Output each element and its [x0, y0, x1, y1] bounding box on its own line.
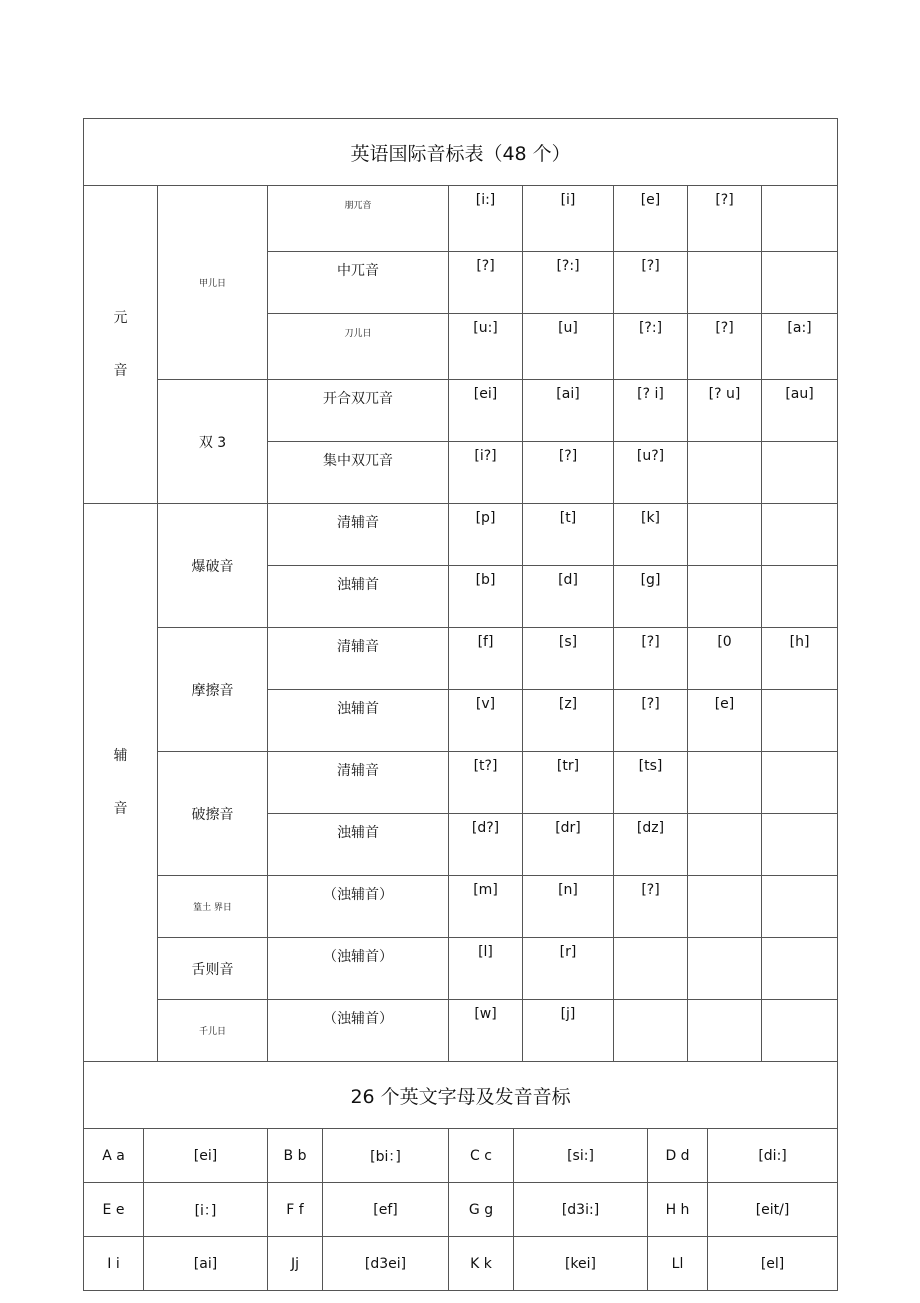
subgroup-label: 清辅音	[268, 628, 449, 690]
letter-ipa-cell: [ef]	[323, 1183, 449, 1237]
ipa-symbol: [ai]	[523, 380, 614, 442]
ipa-symbol: [ts]	[614, 752, 688, 814]
alphabet-table	[83, 1061, 838, 1291]
letter-ipa-cell: [kei]	[514, 1237, 648, 1291]
ipa-symbol: [k]	[614, 504, 688, 566]
letter-ipa-cell: [bi：]	[323, 1129, 449, 1183]
ipa-symbol: [i?]	[449, 442, 523, 504]
ipa-symbol	[614, 1000, 688, 1062]
ipa-row	[84, 752, 838, 814]
ipa-symbol: [l]	[449, 938, 523, 1000]
ipa-symbol: [a:]	[762, 314, 838, 380]
subgroup-label: （浊辅首）	[268, 876, 449, 938]
letter-cell: E e	[84, 1183, 144, 1237]
ipa-symbol: [n]	[523, 876, 614, 938]
ipa-symbol	[762, 876, 838, 938]
subgroup-label: 开合双兀音	[268, 380, 449, 442]
ipa-symbol: [?]	[614, 628, 688, 690]
letter-ipa-cell: [ei]	[144, 1129, 268, 1183]
letter-cell: I i	[84, 1237, 144, 1291]
letter-cell: H h	[648, 1183, 708, 1237]
subgroup-label: 浊辅首	[268, 566, 449, 628]
ipa-symbol: [r]	[523, 938, 614, 1000]
category-char: 元	[113, 310, 128, 327]
ipa-symbol: [z]	[523, 690, 614, 752]
ipa-symbol: [?]	[614, 690, 688, 752]
ipa-row	[84, 504, 838, 566]
subgroup-label: 清辅音	[268, 504, 449, 566]
letter-cell: K k	[449, 1237, 514, 1291]
letter-cell: F f	[268, 1183, 323, 1237]
letter-cell: Jj	[268, 1237, 323, 1291]
letter-cell: C c	[449, 1129, 514, 1183]
ipa-symbol: [m]	[449, 876, 523, 938]
group-label: 破擦音	[158, 752, 268, 876]
ipa-symbol: [?]	[688, 186, 762, 252]
ipa-symbol: [h]	[762, 628, 838, 690]
ipa-row	[84, 1000, 838, 1062]
ipa-symbol: [u]	[523, 314, 614, 380]
ipa-symbol: [s]	[523, 628, 614, 690]
category-char: 音	[113, 362, 128, 379]
ipa-symbol: [dz]	[614, 814, 688, 876]
letter-cell: Ll	[648, 1237, 708, 1291]
letter-ipa-cell: [i：]	[144, 1183, 268, 1237]
ipa-symbol	[762, 566, 838, 628]
ipa-symbol: [au]	[762, 380, 838, 442]
subgroup-label: 集中双兀音	[268, 442, 449, 504]
alphabet-row	[84, 1129, 838, 1183]
letter-ipa-cell: [el]	[708, 1237, 838, 1291]
subgroup-label: 刀儿日	[268, 314, 449, 380]
letter-ipa-cell: [d3ei]	[323, 1237, 449, 1291]
ipa-symbol: [f]	[449, 628, 523, 690]
ipa-row	[84, 380, 838, 442]
group-label: 摩擦音	[158, 628, 268, 752]
subgroup-label: （浊辅首）	[268, 1000, 449, 1062]
ipa-symbol	[762, 752, 838, 814]
ipa-symbol	[688, 814, 762, 876]
category-label	[84, 504, 158, 1062]
letter-cell: D d	[648, 1129, 708, 1183]
ipa-symbol	[762, 1000, 838, 1062]
ipa-symbol: [g]	[614, 566, 688, 628]
letter-ipa-cell: [ai]	[144, 1237, 268, 1291]
ipa-table-title: 英语国际音标表（48 个）	[84, 119, 838, 186]
ipa-symbol: [?:]	[614, 314, 688, 380]
ipa-symbol	[762, 938, 838, 1000]
ipa-symbol: [p]	[449, 504, 523, 566]
subgroup-label: （浊辅首）	[268, 938, 449, 1000]
group-label: 舌则音	[158, 938, 268, 1000]
ipa-symbol: [d]	[523, 566, 614, 628]
ipa-symbol	[688, 252, 762, 314]
letter-cell: B b	[268, 1129, 323, 1183]
ipa-symbol: [e]	[688, 690, 762, 752]
subgroup-label: 浊辅首	[268, 814, 449, 876]
group-label: 篁土 界日	[158, 876, 268, 938]
ipa-symbol: [tr]	[523, 752, 614, 814]
ipa-symbol: [u?]	[614, 442, 688, 504]
category-char: 音	[113, 800, 128, 817]
phonetic-sheet	[83, 118, 837, 1291]
ipa-symbol	[688, 442, 762, 504]
letter-ipa-cell: [di:]	[708, 1129, 838, 1183]
group-label: 爆破音	[158, 504, 268, 628]
ipa-symbol	[762, 504, 838, 566]
ipa-symbol: [ei]	[449, 380, 523, 442]
category-char: 辅	[113, 748, 128, 765]
ipa-symbol	[688, 938, 762, 1000]
alphabet-row	[84, 1237, 838, 1291]
subgroup-label: 浊辅首	[268, 690, 449, 752]
ipa-symbol: [i]	[523, 186, 614, 252]
ipa-symbol	[762, 814, 838, 876]
ipa-symbol	[688, 876, 762, 938]
ipa-symbol	[688, 504, 762, 566]
ipa-symbol: [?]	[614, 252, 688, 314]
ipa-symbol: [u:]	[449, 314, 523, 380]
ipa-symbol	[762, 690, 838, 752]
letter-ipa-cell: [si:]	[514, 1129, 648, 1183]
ipa-symbol: [e]	[614, 186, 688, 252]
ipa-symbol: [b]	[449, 566, 523, 628]
ipa-table	[83, 118, 838, 1062]
subgroup-label: 中兀音	[268, 252, 449, 314]
subgroup-label: 朋兀音	[268, 186, 449, 252]
ipa-symbol: [t]	[523, 504, 614, 566]
ipa-symbol	[762, 186, 838, 252]
ipa-row	[84, 876, 838, 938]
ipa-table-body	[84, 119, 838, 1062]
ipa-symbol	[688, 1000, 762, 1062]
ipa-symbol: [t?]	[449, 752, 523, 814]
ipa-symbol: [?]	[523, 442, 614, 504]
group-label: 甲儿日	[158, 186, 268, 380]
ipa-symbol: [j]	[523, 1000, 614, 1062]
ipa-symbol: [?:]	[523, 252, 614, 314]
ipa-row	[84, 186, 838, 252]
alphabet-table-body	[84, 1062, 838, 1291]
ipa-symbol: [? u]	[688, 380, 762, 442]
ipa-symbol	[688, 566, 762, 628]
subgroup-label: 清辅音	[268, 752, 449, 814]
ipa-symbol: [? i]	[614, 380, 688, 442]
group-label: 双 3	[158, 380, 268, 504]
ipa-symbol	[614, 938, 688, 1000]
letter-ipa-cell: [d3i:]	[514, 1183, 648, 1237]
ipa-symbol: [dr]	[523, 814, 614, 876]
ipa-symbol: [0	[688, 628, 762, 690]
ipa-symbol	[688, 752, 762, 814]
alphabet-title: 26 个英文字母及发音音标	[84, 1062, 838, 1129]
ipa-symbol	[762, 252, 838, 314]
letter-cell: G g	[449, 1183, 514, 1237]
letter-cell: A a	[84, 1129, 144, 1183]
ipa-symbol: [v]	[449, 690, 523, 752]
ipa-row	[84, 628, 838, 690]
group-label: 千儿日	[158, 1000, 268, 1062]
category-label	[84, 186, 158, 504]
ipa-symbol: [w]	[449, 1000, 523, 1062]
ipa-row	[84, 938, 838, 1000]
ipa-symbol: [i:]	[449, 186, 523, 252]
ipa-symbol: [?]	[614, 876, 688, 938]
alphabet-row	[84, 1183, 838, 1237]
ipa-symbol: [d?]	[449, 814, 523, 876]
ipa-symbol: [?]	[688, 314, 762, 380]
ipa-symbol: [?]	[449, 252, 523, 314]
ipa-symbol	[762, 442, 838, 504]
letter-ipa-cell: [eit/]	[708, 1183, 838, 1237]
